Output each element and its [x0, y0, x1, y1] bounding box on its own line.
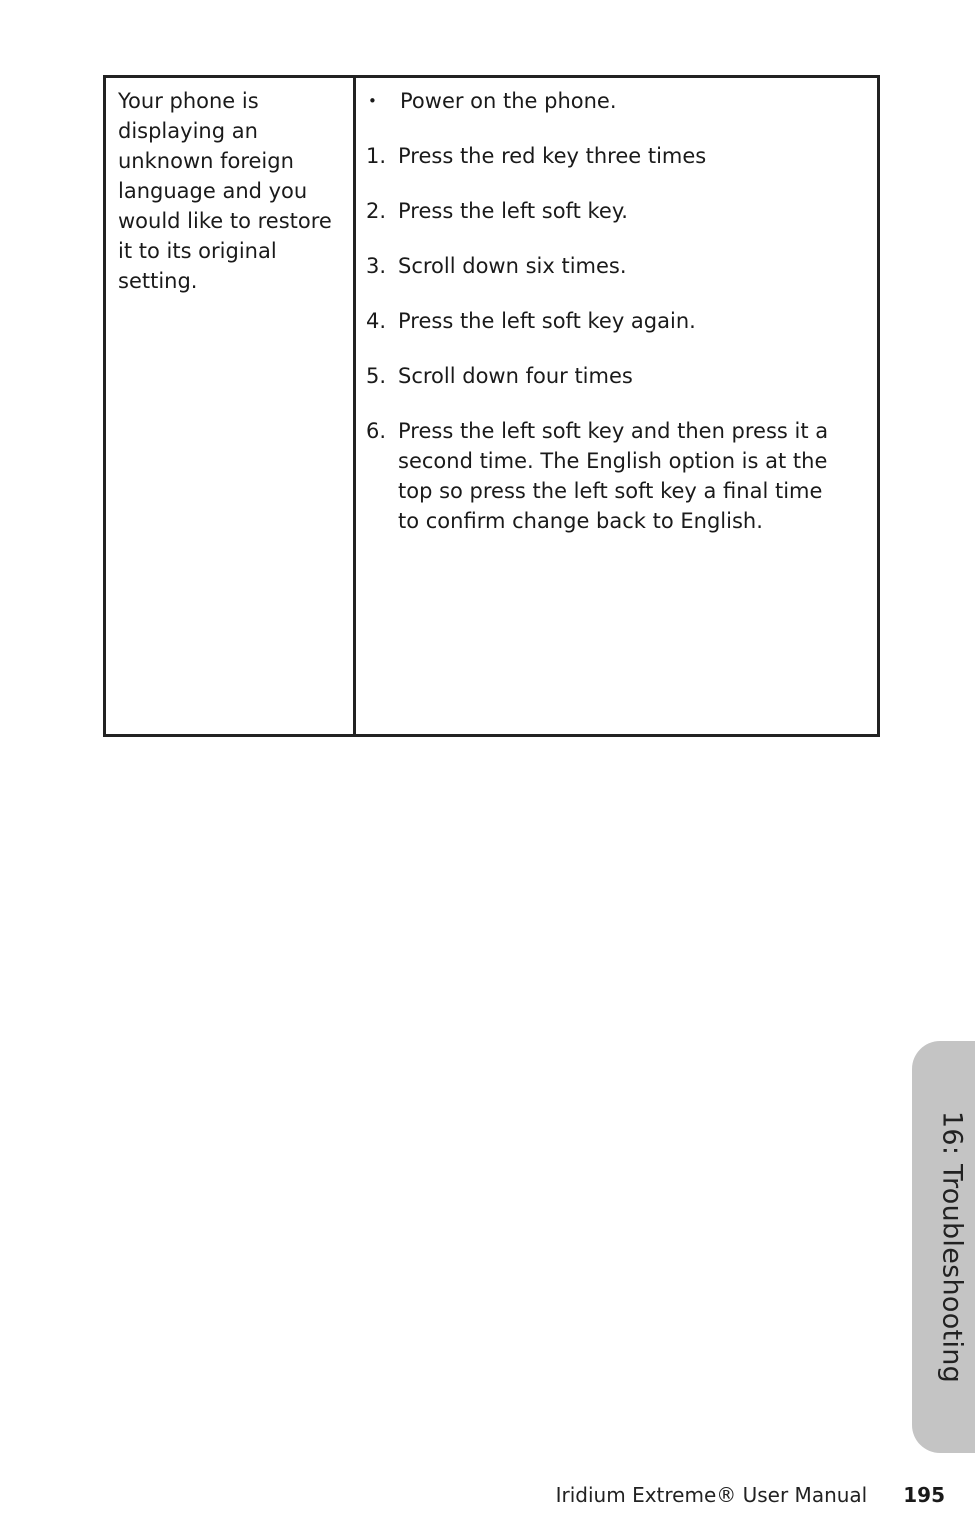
step-marker: 3. — [366, 254, 387, 278]
step-marker: • — [368, 92, 377, 110]
step-marker: 5. — [366, 364, 387, 388]
list-item — [366, 306, 847, 336]
step-text: Press the left soft key. — [398, 199, 628, 223]
list-item — [366, 141, 847, 171]
chapter-tab-label: 16: Troubleshooting — [936, 1110, 968, 1384]
step-text: Scroll down four times — [398, 364, 633, 388]
step-text: Scroll down six times. — [398, 254, 627, 278]
list-item — [366, 196, 847, 226]
step-text: Press the left soft key again. — [398, 309, 696, 333]
manual-title: Iridium Extreme® User Manual — [555, 1483, 868, 1507]
step-marker: 1. — [366, 144, 387, 168]
page-number: 195 — [903, 1483, 945, 1507]
step-marker: 4. — [366, 309, 387, 333]
chapter-tab — [912, 1041, 975, 1453]
troubleshooting-table — [103, 75, 880, 737]
step-marker: 2. — [366, 199, 387, 223]
step-text: Press the left soft key and then press it a second time. The English option is at the top so press the left soft key a final time to confirm change back to English. — [398, 419, 829, 533]
solution-cell — [356, 78, 877, 734]
list-item — [366, 251, 847, 281]
list-item — [366, 416, 847, 536]
page-footer — [556, 1483, 945, 1507]
problem-cell: Your phone is displaying an unknown foreign language and you would like to restore it to its original setting. — [106, 78, 356, 734]
step-text: Press the red key three times — [398, 144, 707, 168]
step-text: Power on the phone. — [400, 89, 617, 113]
list-item — [366, 86, 847, 116]
step-marker: 6. — [366, 419, 387, 443]
list-item — [366, 361, 847, 391]
